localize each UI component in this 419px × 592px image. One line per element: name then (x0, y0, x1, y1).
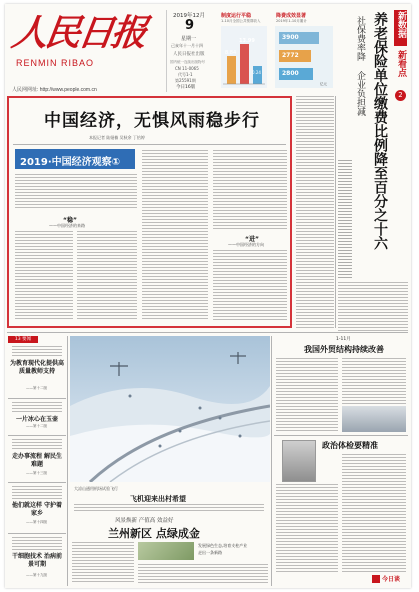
tag-new-data-label: 新数据 (396, 11, 406, 38)
index-meta-4: ——第十四版 (26, 520, 47, 524)
index-summary-5 (12, 537, 62, 551)
index-summary-3 (12, 439, 62, 451)
tag-new-data (394, 10, 407, 46)
chart-fee-panel (272, 12, 336, 90)
bottom-story (70, 516, 270, 586)
index-divider-3 (8, 482, 66, 483)
masthead-logo: 人民日报 (9, 12, 147, 54)
date-code-line: CN 11-0065 (175, 66, 199, 71)
date-day: 9 (185, 18, 195, 33)
bottom-story-kicker: 风景焕新 产值高 效益好 (115, 518, 174, 524)
index-meta-5: ——第十九版 (26, 573, 47, 577)
chart-budget-figure-1: 13.99 (239, 38, 255, 44)
index-item-2[interactable] (8, 402, 66, 432)
index-meta-3: ——第十三版 (26, 471, 47, 475)
story1-photo (342, 406, 406, 432)
photo-snow-airport (70, 336, 270, 482)
story1-col-b (342, 358, 406, 404)
right-lower (274, 336, 408, 586)
index-divider-2 (8, 435, 66, 436)
date-issue-code: 国内统一连续出版物号 (170, 60, 205, 64)
col-rule-right (271, 336, 272, 586)
date-box (166, 10, 217, 92)
index-headline-5: 干细胞技术 治病前景可期 (11, 553, 63, 568)
lead-col1-body-a (15, 231, 73, 321)
chart-fee-figure-2: 2772 (282, 52, 299, 59)
lead-col1-body-b (77, 231, 137, 321)
vertical-sub-headline: 社保费率降 企业负担减 (355, 16, 365, 116)
index-meta-1: ——第十二版 (26, 386, 47, 390)
lead-article (7, 96, 292, 328)
bottom-story-note-2: 走出一条新路 (198, 550, 222, 555)
index-kicker-1: 13 要闻 (8, 336, 38, 343)
index-divider-4 (8, 533, 66, 534)
index-headline-2: 一片冰心在玉壶 (15, 416, 58, 423)
lead-byline: 本报记者 陆娅楠 吴秋余 丁怡婷 (89, 135, 145, 140)
chart-budget-title: 制度运行平稳 (221, 13, 252, 19)
photo-caption-title: 飞机迎来出村希望 (130, 495, 186, 503)
story2-headline: 政治体检要精准 (322, 441, 378, 450)
bottom-story-note-1: 发展绿色生态,培育支柱产业 (198, 543, 248, 548)
bottom-story-headline: 兰州新区 点绿成金 (108, 527, 200, 540)
lead-col2-body-a (142, 150, 208, 321)
footer-tag-icon (372, 575, 380, 583)
chart-budget-panel (219, 12, 269, 90)
right-upper-text-a (296, 96, 334, 328)
bottom-story-col-a (72, 542, 134, 584)
right-lower-divider (274, 435, 408, 436)
lead-col1-intro (15, 174, 137, 210)
index-divider-1 (8, 398, 66, 399)
lead-subhead-2-caption: ——中国经济的方向 (228, 242, 264, 247)
masthead-url: 人民网网址: http://www.people.com.cn (12, 87, 97, 93)
story2-portrait (282, 440, 316, 482)
index-meta-2: ——第十二版 (26, 424, 47, 428)
lead-title: 中国经济，无惧风雨稳步行 (44, 111, 260, 131)
col-rule-upper-right (335, 96, 336, 328)
footer-tag (372, 574, 406, 584)
story2-col-b (342, 454, 406, 572)
chart-fee-title: 降费成效显著 (276, 13, 307, 19)
tag-number-label: 2 (398, 91, 403, 99)
index-summary-4 (12, 486, 62, 500)
photo-image (70, 336, 270, 482)
photo-caption-text (74, 504, 264, 512)
lead-subhead-1-caption: ——中国经济的来路 (49, 223, 85, 228)
right-upper-text-b (338, 282, 408, 332)
bottom-story-photo (138, 542, 194, 560)
index-item-1[interactable] (8, 336, 66, 396)
index-headline-4: 他们就这样 守护着家乡 (11, 502, 63, 517)
bottom-story-col-b (138, 564, 268, 584)
masthead (10, 8, 170, 98)
date-daily-no: 代号1-1 (178, 72, 193, 77)
date-publisher: 人民日报社出版 (173, 52, 205, 57)
vertical-story-text (338, 160, 352, 280)
story1-col-a (276, 358, 338, 404)
index-item-4[interactable] (8, 486, 66, 530)
masthead-romanized: RENMIN RIBAO (16, 58, 95, 68)
vertical-main-headline: 养老保险单位缴费比例降至百分之十六 (372, 12, 388, 250)
index-item-5[interactable] (8, 537, 66, 583)
story1-kicker: 1-11月 (336, 337, 351, 342)
tag-new-highlights: 新看点 (396, 50, 406, 77)
chart-fee-subtitle: 2019年1-10月累计 (276, 19, 307, 23)
date-lunar: 己亥年十一月十四 (171, 43, 203, 48)
chart-budget-subtitle: 1-10月全国公共预算收入 (221, 19, 261, 23)
index-item-3[interactable] (8, 439, 66, 479)
chart-fee-unit: 亿元 (320, 82, 327, 86)
footer-tag-label: 今日谈 (382, 576, 401, 583)
lead-subhead-2: “进” (245, 236, 259, 243)
chart-budget-figure-3: 0.24 (252, 70, 261, 75)
lead-col3-body-b (213, 250, 287, 321)
index-summary-2 (12, 402, 62, 412)
series-banner-label: 2019·中国经济观察① (20, 157, 121, 168)
index-headline-3: 走办事流程 解民生难题 (11, 453, 63, 468)
photo-caption-kicker: 大凉山通用机场试验飞行 (74, 486, 118, 491)
chart-fee-figure-1: 3900 (282, 34, 299, 41)
story1-headline: 我国外贸结构持续改善 (304, 345, 384, 354)
section-divider (7, 332, 408, 333)
tag-number (395, 90, 406, 101)
vertical-headline-block (336, 10, 408, 280)
series-banner (15, 149, 135, 169)
chart-fee-figure-3: 2800 (282, 70, 299, 77)
index-headline-1: 为教育现代化提供高质量教师支持 (10, 360, 65, 375)
lead-col3-body-a (213, 150, 287, 230)
story1-col-c (276, 406, 338, 432)
lead-title-rule (13, 144, 286, 145)
lead-subhead-1: “稳” (63, 217, 77, 224)
index-summary-1 (12, 346, 62, 358)
date-pages: 今日16版 (176, 85, 196, 90)
left-index (8, 336, 66, 586)
date-year-month: 2019年12月 (173, 13, 205, 19)
photo-caption (70, 484, 270, 514)
date-weekday: 星期一 (181, 36, 197, 42)
col-rule-left (67, 336, 68, 586)
story2-col-a (276, 484, 338, 572)
chart-budget-graphic (221, 26, 267, 88)
date-issue-no: 第25591期 (175, 78, 196, 83)
chart-budget-figure-2: 8.84 (225, 50, 237, 56)
